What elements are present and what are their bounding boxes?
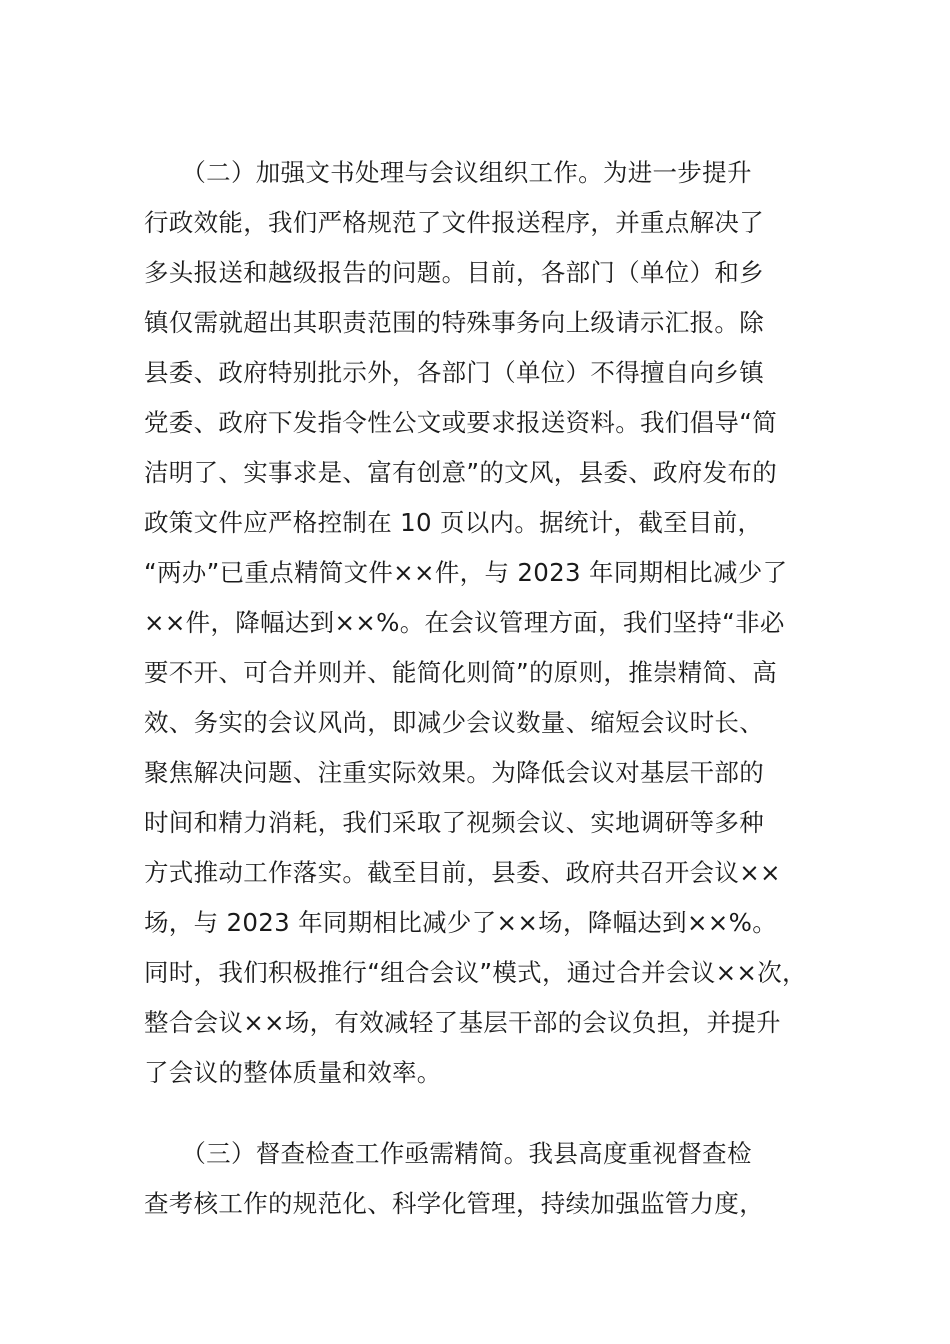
text-line: 县委、政府特别批示外，各部门（单位）不得擅自向乡镇 (144, 358, 764, 387)
text-line: ××件，降幅达到××%。在会议管理方面，我们坚持“非必 (144, 608, 785, 637)
paragraph-inspection-streamlining (144, 1129, 824, 1229)
text-line: 洁明了、实事求是、富有创意”的文风，县委、政府发布的 (144, 458, 777, 487)
text-line: 镇仅需就超出其职责范围的特殊事务向上级请示汇报。除 (144, 308, 764, 337)
paragraph-spacer (144, 1098, 824, 1129)
text-line: 同时，我们积极推行“组合会议”模式，通过合并会议××次， (144, 958, 807, 987)
text-line: 方式推动工作落实。截至目前，县委、政府共召开会议×× (144, 858, 781, 887)
text-line: 了会议的整体质量和效率。 (144, 1058, 442, 1087)
text-line: 多头报送和越级报告的问题。目前，各部门（单位）和乡 (144, 258, 764, 287)
text-line: 整合会议××场，有效减轻了基层干部的会议负担，并提升 (144, 1008, 781, 1037)
text-line: 聚焦解决问题、注重实际效果。为降低会议对基层干部的 (144, 758, 764, 787)
text-line: “两办”已重点精简文件××件，与 2023 年同期相比减少了 (144, 558, 788, 587)
text-line: 场，与 2023 年同期相比减少了××场，降幅达到××%。 (144, 908, 778, 937)
text-line: 效、务实的会议风尚，即减少会议数量、缩短会议时长、 (144, 708, 764, 737)
text-line: 时间和精力消耗，我们采取了视频会议、实地调研等多种 (144, 808, 764, 837)
text-line: 查考核工作的规范化、科学化管理，持续加强监管力度， (144, 1189, 764, 1218)
text-line: 行政效能，我们严格规范了文件报送程序，并重点解决了 (144, 208, 764, 237)
text-line: 要不开、可合并则并、能简化则简”的原则，推崇精简、高 (144, 658, 777, 687)
document-body (144, 148, 824, 1229)
text-line: 政策文件应严格控制在 10 页以内。据统计，截至目前， (144, 508, 763, 537)
text-line: （二）加强文书处理与会议组织工作。为进一步提升 (144, 158, 752, 187)
paragraph-document-streamlining (144, 148, 824, 1098)
text-line: （三）督查检查工作亟需精简。我县高度重视督查检 (144, 1139, 752, 1168)
text-line: 党委、政府下发指令性公文或要求报送资料。我们倡导“简 (144, 408, 777, 437)
